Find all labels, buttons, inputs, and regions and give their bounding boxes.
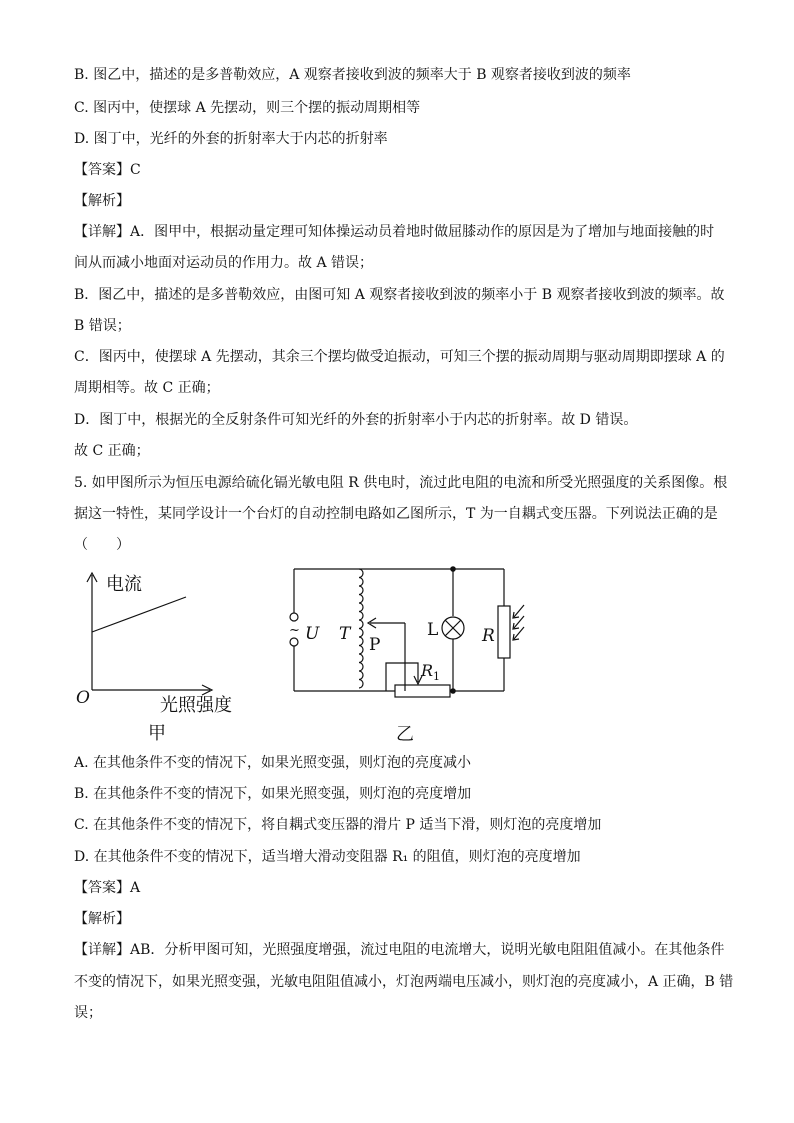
circuit-caption: 乙 <box>396 724 414 745</box>
source-label: U <box>305 624 320 644</box>
q5-analysis-label: 【解析】 <box>74 911 130 927</box>
resistor-label: R <box>482 626 495 646</box>
q5-option-d: D. 在其他条件不变的情况下，适当增大滑动变阻器 R₁ 的阻值，则灯泡的亮度增加 <box>74 849 581 865</box>
graph-xlabel: 光照强度 <box>160 695 232 716</box>
explanation-line: 故 C 正确； <box>74 443 150 459</box>
rheostat-slider-wire <box>386 663 418 691</box>
explanation-line: D．图丁中，根据光的全反射条件可知光纤的外套的折射率小于内芯的折射率。故 D 错误。 <box>74 412 638 428</box>
q5-answer: 【答案】A <box>74 880 141 896</box>
option-c-prev: C. 图丙中，使摆球 A 先摆动，则三个摆的振动周期相等 <box>74 100 421 116</box>
junction-dot <box>451 689 455 693</box>
current-line <box>92 597 186 632</box>
explanation-line: 周期相等。故 C 正确； <box>74 380 220 396</box>
ac-symbol: ~ <box>289 623 300 638</box>
q5-stem-line: （ ） <box>74 537 130 553</box>
explanation-line: 间从而减小地面对运动员的作用力。故 A 错误； <box>74 255 374 271</box>
q5-option-b: B. 在其他条件不变的情况下，如果光照变强，则灯泡的亮度增加 <box>74 786 472 802</box>
graph-caption: 甲 <box>148 723 166 744</box>
current-light-graph <box>70 565 260 750</box>
source-terminal <box>290 638 298 646</box>
source-terminal <box>290 613 298 621</box>
analysis-label-prev: 【解析】 <box>74 193 130 209</box>
rheostat <box>395 685 450 697</box>
graph-ylabel: 电流 <box>106 574 142 595</box>
answer-prev: 【答案】C <box>74 162 141 178</box>
transformer-coil <box>359 569 363 688</box>
light-ray <box>514 605 524 617</box>
graph-origin: O <box>76 688 90 708</box>
q5-option-c: C. 在其他条件不变的情况下，将自耦式变压器的滑片 P 适当下滑，则灯泡的亮度增加 <box>74 817 602 833</box>
option-b-prev: B. 图乙中，描述的是多普勒效应，A 观察者接收到波的频率大于 B 观察者接收到波的频率 <box>74 67 631 83</box>
q5-explanation-line: 【详解】AB．分析甲图可知，光照强度增强，流过电阻的电流增大，说明光敏电阻阻值减小。在其他条件 <box>74 942 725 958</box>
q5-option-a: A. 在其他条件不变的情况下，如果光照变强，则灯泡的亮度减小 <box>74 755 472 771</box>
q5-explanation-line: 误； <box>74 1005 102 1021</box>
explanation-line: C．图丙中，使摆球 A 先摆动，其余三个摆均做受迫振动，可知三个摆的振动周期与驱动周期即摆球 A 的 <box>74 349 725 365</box>
explanation-line: B．图乙中，描述的是多普勒效应，由图可知 A 观察者接收到波的频率小于 B 观察者接收到波的频率。故 <box>74 287 725 303</box>
rheostat-label: $R_1$ <box>421 661 441 683</box>
control-circuit <box>275 560 525 750</box>
explanation-line: 【详解】A．图甲中，根据动量定理可知体操运动员着地时做屈膝动作的原因是为了增加与地面接触的时 <box>74 224 715 240</box>
q5-stem-line: 据这一特性，某同学设计一个台灯的自动控制电路如乙图所示，T 为一自耦式变压器。下列说法正确的是 <box>74 506 718 522</box>
explanation-line: B 错误； <box>74 318 131 334</box>
lamp-label: L <box>427 620 439 640</box>
transformer-label: T <box>339 624 351 644</box>
photoresistor <box>498 606 510 658</box>
option-d-prev: D. 图丁中，光纤的外套的折射率大于内芯的折射率 <box>74 131 388 147</box>
slider-label: P <box>369 635 381 655</box>
q5-stem-line: 5. 如甲图所示为恒压电源给硫化镉光敏电阻 R 供电时，流过此电阻的电流和所受光照强度的关系图像。根 <box>74 475 728 491</box>
junction-dot <box>451 567 455 571</box>
q5-explanation-line: 不变的情况下，如果光照变强，光敏电阻阻值减小，灯泡两端电压减小，则灯泡的亮度减小，A 正确，B 错 <box>74 974 734 990</box>
